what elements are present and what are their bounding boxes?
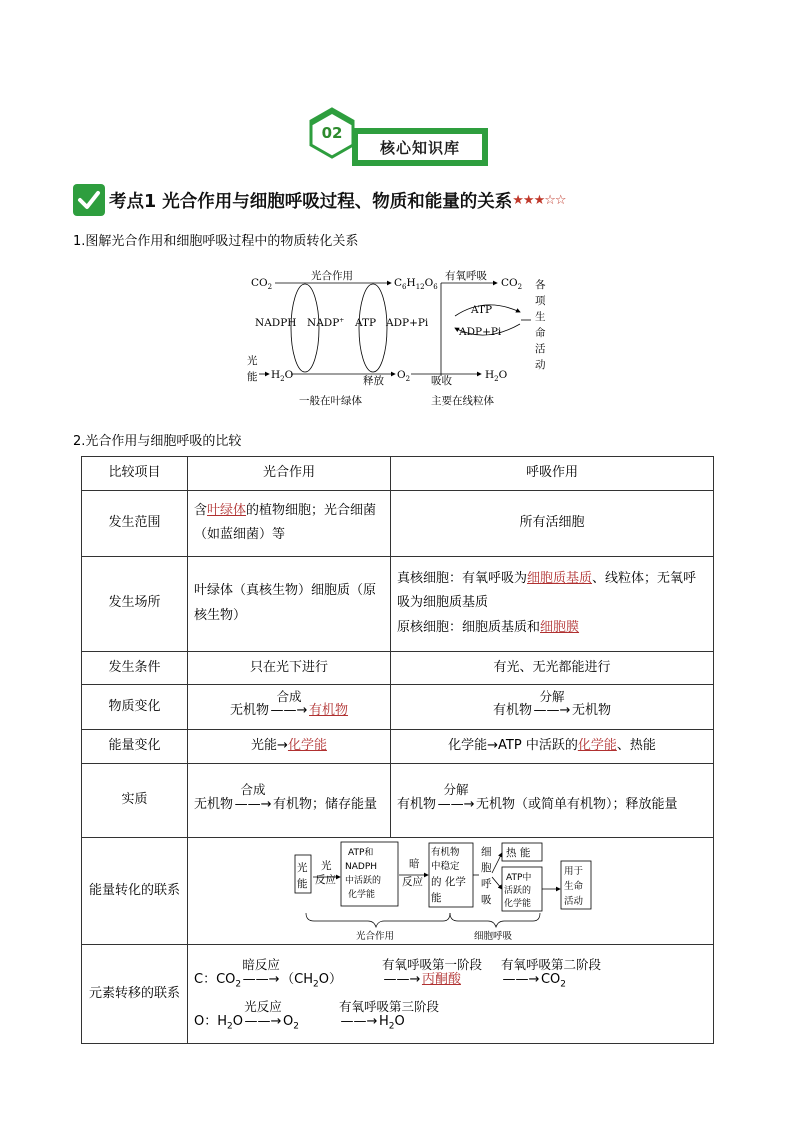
svg-text:活: 活 [535, 343, 546, 355]
svg-text:各: 各 [535, 279, 546, 291]
right-caption: 主要在线粒体 [431, 395, 494, 407]
svg-text:命: 命 [535, 327, 546, 339]
aerobic-label: 有氧呼吸 [445, 270, 487, 282]
carbon-transfer: C：$CO_2$ 暗反应 ——→ $(CH_2O)$ 有氧呼吸第一阶段 ——→ 丙酮酸 有氧呼吸第二阶段 ——→ $CO_2$ [194, 957, 601, 990]
table-cell [188, 945, 714, 1044]
table-row [82, 490, 714, 556]
h2o-right-label: $H_2O$ [485, 369, 508, 383]
release-label: 释放 [363, 375, 384, 387]
svg-text:光: 光 [297, 861, 308, 874]
svg-text:化学能: 化学能 [348, 889, 376, 900]
table-row [82, 945, 714, 1044]
svg-text:活动: 活动 [564, 895, 584, 907]
glucose-label: $C_6H_{12}O_6$ [394, 277, 438, 291]
table-row [82, 685, 714, 730]
atp-right-label: ATP [471, 304, 493, 316]
svg-text:细胞呼吸: 细胞呼吸 [474, 930, 513, 942]
nadp-label: NADP+ [307, 317, 345, 329]
svg-text:生: 生 [535, 311, 546, 323]
table-cell: 叶绿体（真核生物）细胞质（原核生物） [188, 556, 391, 651]
adp-pi-label: ADP+Pi [386, 317, 429, 329]
svg-text:中活跃的: 中活跃的 [345, 875, 382, 886]
row-label: 发生条件 [82, 651, 188, 685]
svg-text:反应: 反应 [315, 873, 336, 886]
svg-text:项: 项 [535, 295, 546, 307]
activity-vertical-text [535, 278, 546, 371]
comparison-table [81, 456, 714, 1044]
section-heading [73, 183, 566, 217]
table-cell: 有机物 分解 ——→ 无机物（或简单有机物）；释放能量 [391, 764, 714, 838]
co2-right-label: $CO_2$ [501, 277, 523, 291]
light-label-1: 光 [247, 355, 258, 367]
svg-text:有机物: 有机物 [431, 846, 460, 858]
svg-text:胞: 胞 [481, 861, 492, 874]
badge-pill [352, 128, 488, 166]
svg-text:热 能: 热 能 [506, 846, 531, 859]
left-caption: 一般在叶绿体 [299, 395, 362, 407]
svg-text:吸: 吸 [481, 893, 492, 906]
svg-text:暗: 暗 [409, 857, 420, 870]
row-label: 元素转移的联系 [82, 945, 188, 1044]
row-label: 能量变化 [82, 730, 188, 764]
svg-text:呼: 呼 [481, 877, 492, 890]
atp-label: ATP [355, 317, 377, 329]
table-row [82, 651, 714, 685]
nadph-label: NADPH [255, 317, 297, 329]
table-row [82, 730, 714, 764]
co2-label: $CO_2$ [251, 277, 273, 291]
adp-pi-right-label: ADP+Pi [459, 326, 502, 338]
table-cell: 所有活细胞 [391, 490, 714, 556]
svg-text:动: 动 [535, 359, 546, 371]
svg-text:ATP和: ATP和 [348, 847, 374, 858]
table-cell [188, 838, 714, 945]
svg-text:能: 能 [297, 877, 308, 890]
table-row [82, 764, 714, 838]
section2-title: 2.光合作用与细胞呼吸的比较 [73, 434, 242, 449]
table-cell: 含叶绿体的植物细胞；光合细菌（如蓝细菌）等 [188, 490, 391, 556]
table-cell: 真核细胞：有氧呼吸为细胞质基质、线粒体；无氧呼吸为细胞质基质 原核细胞：细胞质基质和细胞膜 [391, 556, 714, 651]
svg-text:活跃的: 活跃的 [504, 885, 532, 896]
light-label-2: 能 [247, 371, 258, 383]
o2-label: $O_2$ [397, 369, 411, 383]
table-cell: 无机物 合成 ——→ 有机物；储存能量 [188, 764, 391, 838]
table-cell: 无机物 合成 ——→ 有机物 [188, 685, 391, 730]
row-label: 发生场所 [82, 556, 188, 651]
svg-text:化学能: 化学能 [504, 898, 532, 909]
checkmark-icon [73, 184, 105, 216]
table-row [82, 556, 714, 651]
section-badge [306, 106, 492, 172]
row-label: 物质变化 [82, 685, 188, 730]
table-cell: 有光、无光都能进行 [391, 651, 714, 685]
difficulty-stars: ★★★☆☆ [512, 192, 566, 208]
row-label: 能量转化的联系 [82, 838, 188, 945]
svg-text:细: 细 [481, 845, 492, 858]
table-cell: 只在光下进行 [188, 651, 391, 685]
svg-text:的 化学: 的 化学 [431, 875, 466, 888]
absorb-label: 吸收 [431, 375, 452, 387]
section1-title: 1.图解光合作用和细胞呼吸过程中的物质转化关系 [73, 234, 359, 249]
row-label: 实质 [82, 764, 188, 838]
table-row [82, 838, 714, 945]
header-cell: 光合作用 [188, 457, 391, 491]
photosynthesis-respiration-diagram [245, 268, 565, 413]
header-cell: 呼吸作用 [391, 457, 714, 491]
table-cell: 有机物 分解 ——→ 无机物 [391, 685, 714, 730]
oxygen-transfer: O：$H_2O$ 光反应 ——→ $O_2$ 有氧呼吸第三阶段 ——→ $H_2O$ [194, 999, 439, 1032]
header-cell: 比较项目 [82, 457, 188, 491]
table-cell: 光能→化学能 [188, 730, 391, 764]
photosynthesis-label: 光合作用 [311, 270, 353, 282]
heading-title: 考点1 光合作用与细胞呼吸过程、物质和能量的关系 [109, 191, 513, 212]
svg-text:光: 光 [321, 859, 332, 872]
h2o-label: $H_2O$ [271, 369, 294, 383]
row-label: 发生范围 [82, 490, 188, 556]
svg-text:中稳定: 中稳定 [431, 860, 460, 872]
svg-text:NADPH: NADPH [345, 861, 378, 872]
table-header-row [82, 457, 714, 491]
badge-title: 核心知识库 [358, 134, 482, 160]
badge-number: 02 [321, 124, 343, 142]
energy-conversion-diagram [188, 839, 713, 944]
table-cell: 化学能→ATP 中活跃的化学能、热能 [391, 730, 714, 764]
svg-text:用于: 用于 [564, 865, 584, 877]
svg-text:能: 能 [431, 891, 442, 904]
svg-text:光合作用: 光合作用 [356, 930, 395, 942]
svg-text:反应: 反应 [402, 875, 423, 888]
svg-text:生命: 生命 [564, 880, 584, 892]
svg-text:ATP中: ATP中 [506, 872, 532, 883]
